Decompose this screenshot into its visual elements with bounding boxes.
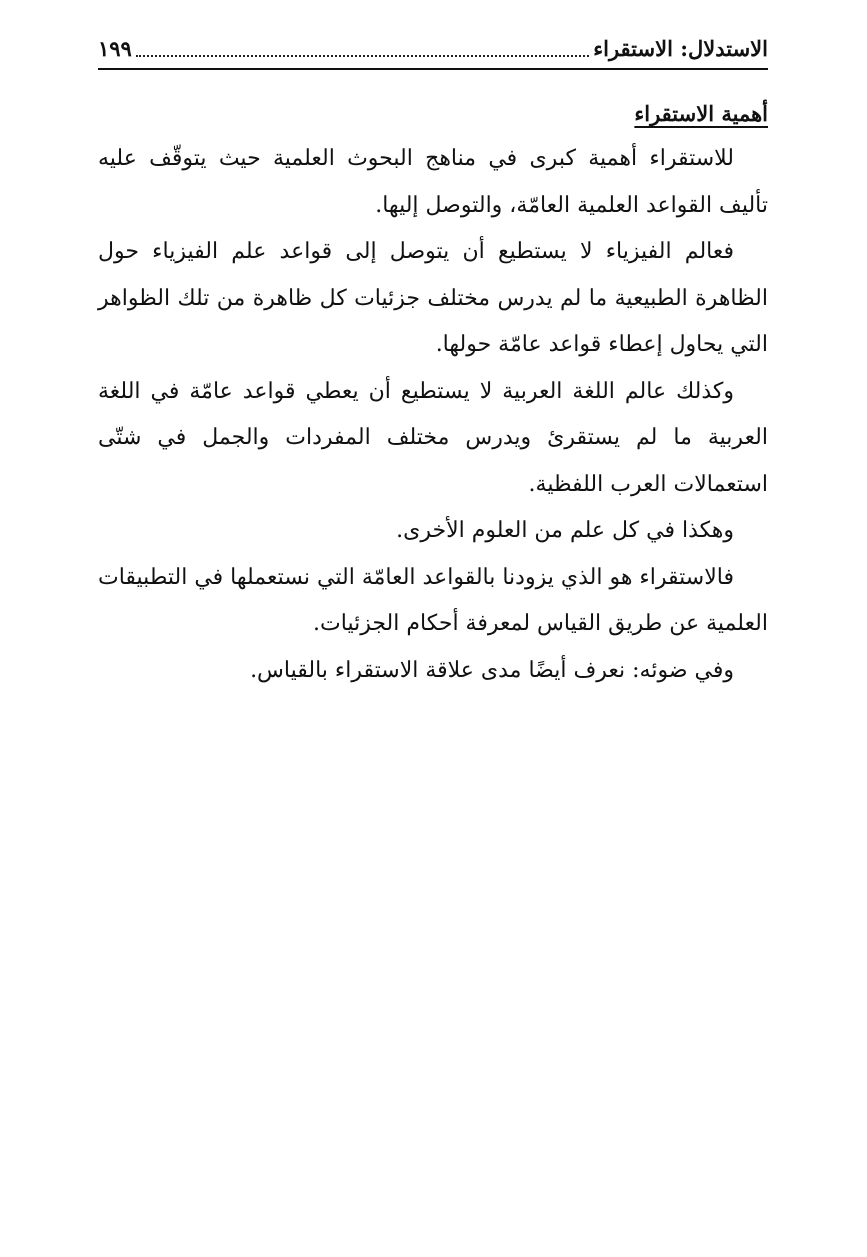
running-header — [98, 28, 768, 66]
paragraph — [98, 136, 768, 229]
page-body — [98, 92, 768, 694]
running-header-title: الاستدلال: الاستقراء — [593, 36, 768, 61]
header-rule — [98, 68, 768, 70]
header-dot-leader — [136, 55, 589, 57]
paragraph-text: وكذلك عالم اللغة العربية لا يستطيع أن يعطي قواعد عامّة في اللغة العربية ما لم يستقرئ ويدرس مختلف المفردات والجمل في شتّى استعمالات العرب اللفظية. — [98, 378, 768, 497]
paragraph — [98, 229, 768, 369]
paragraph — [98, 508, 768, 555]
paragraph — [98, 648, 768, 695]
page-number: ١٩٩ — [98, 36, 132, 61]
paragraph-text: وهكذا في كل علم من العلوم الأخرى. — [396, 518, 734, 543]
paragraph-text: فعالم الفيزياء لا يستطيع أن يتوصل إلى قواعد علم الفيزياء حول الظاهرة الطبيعية ما لم يدرس مختلف جزئيات كل ظاهرة من تلك الظواهر التي يحاول إعطاء قواعد عامّة حولها. — [98, 239, 768, 357]
section-heading: أهمية الاستقراء — [634, 101, 768, 126]
paragraph-text: وفي ضوئه: نعرف أيضًا مدى علاقة الاستقراء بالقياس. — [250, 657, 734, 683]
paragraph-text: فالاستقراء هو الذي يزودنا بالقواعد العامّة التي نستعملها في التطبيقات العلمية عن طريق القياس لمعرفة أحكام الجزئيات. — [98, 564, 768, 636]
paragraph — [98, 555, 768, 648]
paragraph-text: للاستقراء أهمية كبرى في مناهج البحوث العلمية حيث يتوقّف عليه تأليف القواعد العلمية العامّة، والتوصل إليها. — [98, 146, 768, 218]
paragraph — [98, 369, 768, 509]
